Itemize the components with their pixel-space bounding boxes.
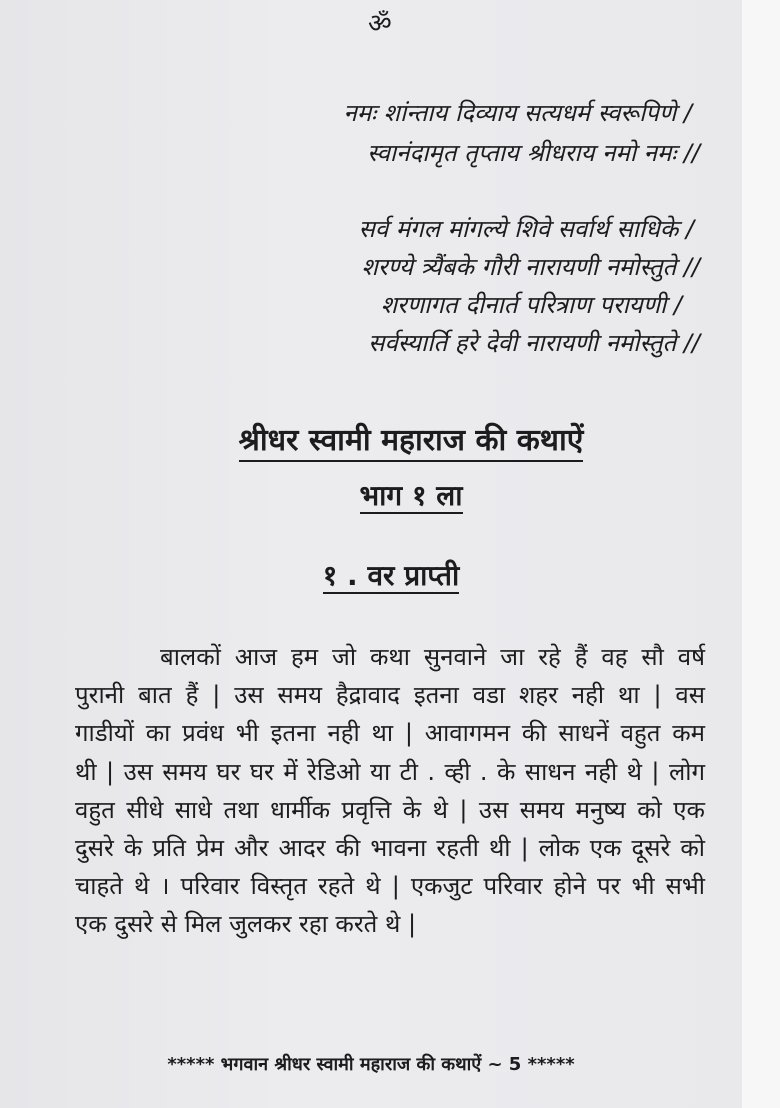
part-heading-text: भाग १ ला — [359, 479, 463, 512]
verse-line: सर्वस्यार्ति हरे देवी नारायणी नमोस्तुते // — [368, 329, 700, 357]
part-heading — [0, 476, 742, 514]
paragraph-line: गाडीयों का प्रवंध भी इतना नही था | आवागमन की साधनें वहुत कम — [75, 719, 705, 747]
chapter-heading — [0, 556, 742, 594]
book-title-text: श्रीधर स्वामी महाराज की कथाऐं — [239, 423, 584, 462]
verse-line: सर्व मंगल मांगल्ये शिवे सर्वार्थ साधिके / — [358, 215, 694, 243]
verse-line: नमः शांन्ताय दिव्याय सत्यधर्म स्वरूपिणे / — [343, 99, 692, 127]
page-edge — [742, 0, 780, 1108]
verse-line: शरण्ये त्र्यैंबके गौरी नारायणी नमोस्तुते // — [361, 253, 700, 281]
paragraph-line: दुसरे के प्रति प्रेम और आदर की भावना रहती थी | लोक एक दूसरे को — [75, 834, 705, 862]
book-title — [0, 418, 742, 459]
paragraph-line: पुरानी बात हैं | उस समय हैद्रावाद इतना वडा शहर नही था | वस — [75, 681, 705, 709]
page-footer: ***** भगवान श्रीधर स्वामी महाराज की कथाऐं ~ 5 ***** — [167, 1054, 575, 1075]
paragraph-line: चाहते थे । परिवार विस्तृत रहते थे | एकजुट परिवार होने पर भी सभी — [75, 872, 705, 900]
chapter-heading-text: १ . वर प्राप्ती — [322, 559, 460, 592]
paragraph-line: एक दुसरे से मिल जुलकर रहा करते थे | — [75, 910, 417, 938]
paragraph-line: थी | उस समय घर घर में रेडिओ या टी . व्ही . के साधन नही थे | लोग — [75, 758, 705, 786]
paragraph-line: बालकों आज हम जो कथा सुनवाने जा रहे हैं वह सौ वर्ष — [160, 643, 705, 671]
verse-line: शरणागत दीनार्त परित्राण परायणी / — [380, 291, 682, 319]
paragraph-line: वहुत सीधे साधे तथा धार्मीक प्रवृत्ति के थे | उस समय मनुष्य को एक — [75, 796, 705, 824]
verse-line: स्वानंदामृत तृप्ताय श्रीधराय नमो नमः // — [367, 139, 700, 167]
om-symbol: ॐ — [368, 9, 392, 39]
